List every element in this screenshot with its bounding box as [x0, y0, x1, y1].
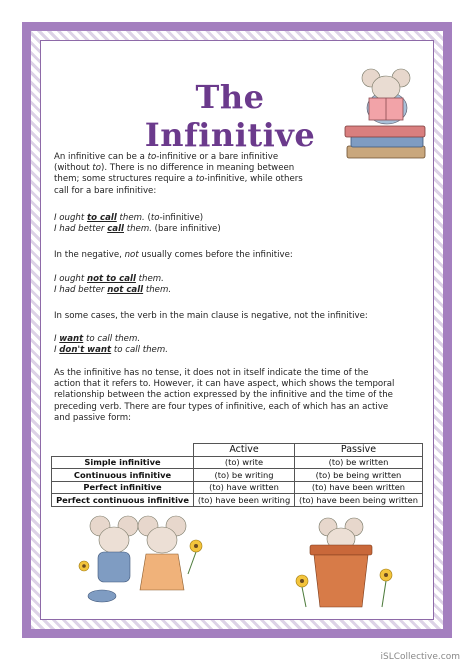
site-watermark: iSLCollective.com [380, 652, 460, 662]
mice-couple-illustration [72, 512, 212, 612]
passive-cell: (to) be written [294, 456, 422, 469]
table-row [52, 469, 423, 482]
example-block-2: I ought not to call them. I had better not call them. [54, 274, 172, 296]
negative-paragraph: In the negative, not usually comes before the infinitive: [54, 250, 293, 260]
infinitive-table [51, 443, 423, 507]
row-header: Simple infinitive [52, 456, 194, 469]
some-cases-paragraph: In some cases, the verb in the main clause is negative, not the infinitive: [54, 311, 368, 321]
tense-paragraph: As the infinitive has no tense, it does not in itself indicate the time of the action that it refers to. However, it can have aspect, which shows the temporal relationship between the action expressed by the infinitive and the time of the preceding verb. There are four types of infinitive, each of which has an active and passive form: [54, 368, 395, 423]
intro-paragraph: An infinitive can be a to-infinitive or a bare infinitive (without to). There is no difference in meaning between them; some structures require a to-infinitive, while others call for a bare infinitive: [54, 152, 303, 196]
passive-cell: (to) have been written [294, 481, 422, 494]
active-cell: (to) have been writing [194, 494, 295, 507]
row-header: Continuous infinitive [52, 469, 194, 482]
passive-cell: (to) have been being written [294, 494, 422, 507]
mouse-in-flowerpot-illustration [288, 515, 400, 615]
column-header-active: Active [194, 444, 295, 457]
table-header-row [52, 444, 423, 457]
active-cell: (to) have written [194, 481, 295, 494]
example-block-1: I ought to call them. (to-infinitive) I had better call them. (bare infinitive) [54, 213, 221, 235]
row-header: Perfect infinitive [52, 481, 194, 494]
page-title: The Infinitive [144, 78, 316, 154]
table-corner [52, 444, 194, 457]
table-row [52, 481, 423, 494]
active-cell: (to) write [194, 456, 295, 469]
column-header-passive: Passive [294, 444, 422, 457]
table-row [52, 494, 423, 507]
table-row [52, 456, 423, 469]
mouse-reading-illustration [335, 66, 435, 166]
passive-cell: (to) be being written [294, 469, 422, 482]
row-header: Perfect continuous infinitive [52, 494, 194, 507]
active-cell: (to) be writing [194, 469, 295, 482]
example-block-3: I want to call them. I don't want to call them. [54, 334, 168, 356]
